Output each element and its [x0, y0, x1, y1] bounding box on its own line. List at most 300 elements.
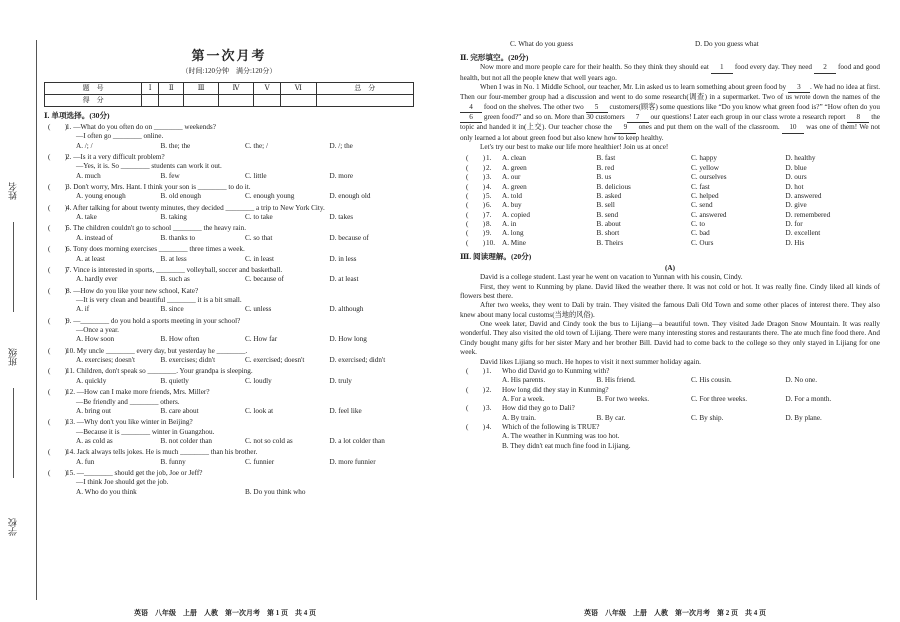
question-text: —________ do you hold a sports meeting in your school? — [71, 316, 241, 325]
question-number: 15. — [66, 469, 75, 478]
answer-paren[interactable]: ( ) — [48, 183, 68, 191]
options-row — [44, 255, 414, 264]
score-cell[interactable] — [254, 94, 281, 106]
page-1-footer: 英语 八年级 上册 人教 第一次月考 第 1 页 共 4 页 — [134, 608, 316, 617]
option: A. much — [76, 171, 101, 180]
question-number: 3. — [486, 404, 492, 413]
options-row — [44, 488, 414, 497]
question-line: —Yes, it is. So ________ students can work it out. — [76, 162, 222, 171]
exam-title: 第一次月考 — [191, 48, 267, 63]
answer-paren[interactable]: ( ) — [48, 367, 68, 376]
answer-paren[interactable]: ( ) — [466, 404, 486, 413]
answer-paren[interactable]: ( ) — [48, 469, 68, 478]
option: D. in less — [329, 254, 357, 263]
question-number: 10. — [486, 238, 495, 247]
question-item — [44, 367, 414, 386]
option: C. bad — [691, 229, 710, 238]
question-text: —________ should get the job, Joe or Jeff? — [74, 469, 203, 478]
section-3-heading: Ⅲ. 阅读理解。(20分) — [460, 252, 532, 262]
option: A. told — [502, 191, 522, 200]
option: D. a lot colder than — [329, 436, 385, 445]
answer-paren[interactable]: ( ) — [466, 219, 486, 228]
question-number: 2. — [486, 163, 492, 172]
class-blank — [13, 388, 14, 478]
option: C. the; / — [245, 141, 268, 150]
option: C. little — [245, 171, 267, 180]
binding-margin — [0, 0, 40, 622]
option: D. healthy — [785, 154, 816, 163]
question-text: How did they go to Dali? — [502, 404, 575, 413]
question-item — [44, 448, 414, 467]
option: B. us — [596, 173, 612, 182]
question-number: 9. — [486, 229, 492, 238]
option: C. helped — [691, 191, 719, 200]
option: C. so that — [245, 233, 273, 242]
options-row — [460, 395, 880, 404]
option: D. No one. — [785, 376, 818, 385]
options-row — [44, 458, 414, 467]
name-label: 姓名 — [8, 182, 18, 200]
score-label-cell: 得 分 — [45, 94, 142, 106]
score-table — [44, 82, 414, 107]
question-stem — [44, 153, 414, 162]
answer-paren[interactable]: ( ) — [48, 346, 68, 355]
option: C. Ours — [691, 238, 714, 247]
option: B. sell — [596, 201, 615, 210]
option: A. take — [76, 213, 97, 222]
option: C. yellow — [691, 163, 719, 172]
answer-paren[interactable]: ( ) — [466, 163, 486, 172]
reading-questions — [460, 367, 880, 451]
options-row — [44, 172, 414, 181]
school-label: 学校 — [8, 518, 18, 536]
question-item — [44, 287, 414, 315]
passage-label: (A) — [665, 263, 675, 272]
answer-paren[interactable]: ( ) — [466, 385, 486, 394]
question-stem — [44, 469, 414, 478]
cloze-blank: 6 — [460, 113, 482, 123]
option: C. look at — [245, 406, 274, 415]
question-text: —Is it a very difficult problem? — [71, 152, 165, 161]
option: B. not colder than — [160, 436, 212, 445]
question-item — [44, 224, 414, 243]
option: B. delicious — [596, 182, 631, 191]
option: B. fast — [596, 154, 616, 163]
reading-question — [460, 367, 880, 376]
cloze-option-row — [460, 201, 880, 210]
answer-paren[interactable]: ( ) — [48, 245, 68, 254]
option: D. His — [785, 238, 805, 247]
option: C. fast — [691, 182, 710, 191]
options-row — [44, 275, 414, 284]
passage-paragraph: After two weeks, they went to Dali by train. They visited the famous Dali Old Town and some other places of interest there. They also knew about many local customs(当地的风俗). — [460, 301, 880, 319]
reading-question — [460, 386, 880, 395]
option: A. hardly ever — [76, 275, 118, 284]
option: C. in least — [245, 254, 274, 263]
option: B. care about — [160, 406, 199, 415]
answer-paren[interactable]: ( ) — [466, 229, 486, 238]
option: B. send — [596, 210, 619, 219]
answer-paren[interactable]: ( ) — [48, 388, 68, 397]
cloze-option-row — [460, 220, 880, 229]
option: A. at least — [76, 254, 105, 263]
option: A. bring out — [76, 406, 111, 415]
option: A. as cold as — [76, 436, 113, 445]
option: D. For a month. — [785, 394, 832, 403]
option: B. red — [596, 163, 615, 172]
passage-paragraph: One week later, David and Cindy took the bus to Lijiang—a beautiful town. They visited Jade Dragon Snow Mountain. It was really wonderful. They also visited the old town of Lijiang. There were many interesting stores and restaurants there. The ate much fine food there. And Cindy bought many gifts for her sister Mary and her brother Bill. David had to come back to the college so they only stayed in Lijiang for one week. — [460, 320, 880, 357]
question-stem — [44, 448, 414, 457]
question-stem — [44, 418, 414, 427]
question-number: 10. — [66, 346, 75, 355]
reading-question — [460, 423, 880, 432]
cloze-option-row — [460, 183, 880, 192]
cloze-blank: 3 — [788, 83, 810, 93]
score-cell[interactable] — [316, 94, 413, 106]
question-item — [44, 469, 414, 497]
score-cell[interactable] — [158, 94, 184, 106]
option: C. By ship. — [691, 413, 724, 422]
cloze-options — [460, 154, 880, 248]
cloze-option-row — [460, 154, 880, 163]
question-text: After talking for about twenty minutes, they decided ________ a trip to New York City. — [71, 203, 325, 212]
option: B. thanks to — [160, 233, 196, 242]
answer-paren[interactable]: ( ) — [466, 366, 486, 375]
question-number: 4. — [486, 182, 492, 191]
option: B. For two weeks. — [596, 394, 650, 403]
option: C. What do you guess — [510, 40, 574, 48]
question-text: Tony does morning exercises ________ three times a week. — [71, 245, 245, 254]
option: B. How often — [160, 335, 200, 344]
answer-paren[interactable]: ( ) — [48, 203, 68, 212]
answer-paren[interactable]: ( ) — [466, 210, 486, 219]
q15-continued-options — [460, 40, 880, 49]
option: D. By plane. — [785, 413, 822, 422]
options-row — [44, 407, 414, 416]
question-stem — [44, 183, 414, 192]
option: C. How far — [245, 335, 278, 344]
option: D. Do you guess what — [695, 40, 759, 48]
option: D. because of — [329, 233, 369, 242]
option: C. not so cold as — [245, 436, 293, 445]
exam-subtitle: （时间:120分钟 满分:120分） — [181, 66, 277, 75]
option: B. exercises; didn't — [160, 356, 216, 365]
answer-paren[interactable]: ( ) — [466, 173, 486, 182]
cloze-option-row — [460, 192, 880, 201]
question-number: 1. — [66, 122, 72, 131]
page1-content — [44, 48, 414, 497]
question-text: —How can I make more friends, Mrs. Miller? — [74, 388, 210, 397]
option: B. Theirs — [596, 238, 624, 247]
option: B. old enough — [160, 192, 202, 201]
options-row — [44, 213, 414, 222]
option: C. because of — [245, 275, 284, 284]
question-line: —Be friendly and ________ others. — [76, 397, 180, 406]
question-number: 13. — [66, 418, 75, 427]
question-number: 6. — [66, 245, 72, 254]
cloze-paragraph: Now more and more people care for their health. So they think they should eat 1 food every day. They need 2 food and good health, but not all the people knew that well years ago. — [460, 63, 880, 82]
cloze-blank: 4 — [460, 103, 482, 113]
option: A. fun — [76, 457, 95, 466]
question-text: How long did they stay in Kunming? — [502, 385, 609, 394]
cloze-blank: 9 — [614, 123, 636, 133]
option: A. Who do you think — [76, 487, 137, 496]
question-number: 2. — [66, 152, 72, 161]
option: C. For three weeks. — [691, 394, 748, 403]
name-blank — [13, 222, 14, 312]
options-row — [44, 142, 414, 151]
option: B. Do you think who — [245, 487, 306, 496]
question-item — [44, 153, 414, 181]
question-item — [44, 347, 414, 366]
option: B. such as — [160, 275, 190, 284]
question-number: 12. — [66, 388, 75, 397]
option: C. funnier — [245, 457, 275, 466]
option: D. How long — [329, 335, 367, 344]
answer-paren[interactable]: ( ) — [466, 201, 486, 210]
option: C. send — [691, 201, 713, 210]
options-row — [460, 376, 880, 385]
question-text: The children couldn't go to school ________ the heavy rain. — [71, 224, 247, 233]
question-item — [44, 388, 414, 416]
question-text: —Why don't you like winter in Beijing? — [74, 418, 193, 427]
question-number: 1. — [486, 366, 492, 375]
option: D. for — [785, 219, 803, 228]
options-row — [44, 192, 414, 201]
option: D. /; the — [329, 141, 353, 150]
passage-paragraph: David is a college student. Last year he went on vacation to Yunnan with his cousin, Cindy. — [480, 273, 743, 282]
option: A. Mine — [502, 238, 526, 247]
question-text: Who did David go to Kunming with? — [502, 366, 610, 375]
class-label: 班级 — [8, 348, 18, 366]
score-cell[interactable] — [184, 94, 218, 106]
question-item — [44, 204, 414, 223]
answer-paren[interactable]: ( ) — [48, 122, 68, 131]
option: A. green — [502, 182, 527, 191]
options-row — [44, 437, 414, 446]
question-number: 11. — [66, 367, 75, 376]
answer-paren[interactable]: ( ) — [466, 154, 486, 163]
question-text: Children, don't speak so ________. Your grandpa is sleeping. — [74, 367, 253, 376]
answer-paren[interactable]: ( ) — [466, 423, 486, 432]
option: D. remembered — [785, 210, 831, 219]
page-2-footer: 英语 八年级 上册 人教 第一次月考 第 2 页 共 4 页 — [584, 608, 766, 617]
options-row — [44, 356, 414, 365]
question-number: 5. — [66, 224, 72, 233]
answer-paren[interactable]: ( ) — [48, 286, 68, 295]
score-header-cell: Ⅳ — [218, 82, 253, 94]
option: A. buy — [502, 201, 522, 210]
cloze-blank: 2 — [814, 63, 836, 73]
option: A. instead of — [76, 233, 113, 242]
option: A. in — [502, 219, 517, 228]
score-header-cell: Ⅲ — [184, 82, 218, 94]
answer-paren[interactable]: ( ) — [48, 418, 68, 427]
option: C. unless — [245, 305, 272, 314]
score-cell[interactable] — [218, 94, 253, 106]
score-header-cell: 题 号 — [45, 82, 142, 94]
reading-passage — [460, 273, 880, 367]
option: A. clean — [502, 154, 526, 163]
option: C. exercised; doesn't — [245, 356, 305, 365]
question-line: —Once a year. — [76, 326, 119, 335]
passage-paragraph: David likes Lijiang so much. He hopes to visit it next summer holiday again. — [480, 357, 701, 366]
score-cell[interactable] — [281, 94, 317, 106]
question-stem — [44, 347, 414, 356]
option: A. young enough — [76, 192, 126, 201]
question-number: 3. — [66, 183, 72, 191]
option: A. His parents. — [502, 376, 546, 385]
option: C. happy — [691, 154, 717, 163]
option: A. The weather in Kunming was too hot. — [502, 432, 620, 441]
question-stem — [44, 367, 414, 376]
cloze-option-row — [460, 173, 880, 182]
multiple-choice-list — [44, 123, 414, 497]
option: D. give — [785, 201, 807, 210]
question-text: Vince is interested in sports, ________ volleyball, soccer and basketball. — [71, 265, 283, 274]
question-number: 8. — [66, 286, 72, 295]
question-line: —Because it is ________ winter in Guangzhou. — [76, 427, 215, 436]
answer-paren[interactable]: ( ) — [48, 448, 68, 457]
question-item — [44, 245, 414, 264]
question-stem — [44, 266, 414, 275]
option: A. /; / — [76, 141, 93, 150]
option: C. to take — [245, 213, 273, 222]
option: D. blue — [785, 163, 807, 172]
answer-paren[interactable]: ( ) — [48, 316, 68, 325]
option: A. our — [502, 173, 521, 182]
option: D. enough old — [329, 192, 371, 201]
options-row — [44, 335, 414, 344]
score-cell[interactable] — [142, 94, 159, 106]
answer-paren[interactable]: ( ) — [466, 191, 486, 200]
option: B. about — [596, 219, 621, 228]
option: B. They didn't eat much fine food in Lijiang. — [502, 441, 631, 450]
option: C. to — [691, 219, 705, 228]
question-number: 5. — [486, 191, 492, 200]
option: A. exercises; doesn't — [76, 356, 135, 365]
option: D. ours — [785, 173, 807, 182]
cloze-blank: 5 — [586, 103, 608, 113]
question-stem — [44, 287, 414, 296]
question-stem — [44, 224, 414, 233]
question-item — [44, 183, 414, 202]
cloze-blank: 10 — [782, 123, 804, 133]
option: B. asked — [596, 191, 622, 200]
option: D. feel like — [329, 406, 362, 415]
option: A. For a week. — [502, 394, 545, 403]
option: C. enough young — [245, 192, 295, 201]
option: A. copied — [502, 210, 530, 219]
option: C. ourselves — [691, 173, 727, 182]
question-text: Don't worry, Mrs. Hant. I think your son is ________ to do it. — [71, 183, 251, 191]
question-item — [44, 123, 414, 151]
cloze-blank: 8 — [847, 113, 869, 123]
options-row — [44, 234, 414, 243]
option: B. at less — [160, 254, 187, 263]
question-text: My uncle ________ every day, but yesterday he ________. — [74, 346, 248, 355]
option: B. since — [160, 305, 184, 314]
question-number: 4. — [486, 423, 492, 432]
question-number: 7. — [66, 265, 72, 274]
exam-page-2 — [450, 0, 900, 622]
option: A. quickly — [76, 376, 107, 385]
question-number: 2. — [486, 385, 492, 394]
option: C. answered — [691, 210, 727, 219]
option: B. By car. — [596, 413, 626, 422]
question-item — [44, 317, 414, 345]
option: A. if — [76, 305, 90, 314]
option: D. more funnier — [329, 457, 376, 466]
question-text: Jack always tells jokes. He is much ________ than his brother. — [74, 448, 258, 457]
question-number: 3. — [486, 173, 492, 182]
option: D. at least — [329, 275, 359, 284]
question-number: 6. — [486, 201, 492, 210]
answer-paren[interactable]: ( ) — [48, 224, 68, 233]
option: C. loudly — [245, 376, 272, 385]
option: D. hot — [785, 182, 804, 191]
passage-paragraph: First, they went to Kunming by plane. David liked the weather there. It was not cold or hot. It was really fine. Cindy liked all kinds of flowers best there. — [460, 282, 880, 300]
answer-paren[interactable]: ( ) — [466, 238, 486, 247]
score-header-cell: Ⅵ — [281, 82, 317, 94]
question-stem — [44, 388, 414, 397]
cloze-blank: 7 — [627, 113, 649, 123]
option: A. By train. — [502, 413, 536, 422]
question-text: Which of the following is TRUE? — [502, 423, 600, 432]
option: B. quietly — [160, 376, 189, 385]
option: D. excellent — [785, 229, 821, 238]
question-stem — [44, 317, 414, 326]
section-2-heading: Ⅱ. 完形填空。(20分) — [460, 53, 529, 63]
question-stem — [44, 123, 414, 132]
question-number: 8. — [486, 219, 492, 228]
option: D. more — [329, 171, 354, 180]
options-row — [44, 305, 414, 314]
option: B. the; the — [160, 141, 191, 150]
score-header-cell: 总 分 — [316, 82, 413, 94]
option: C. His cousin. — [691, 376, 732, 385]
option: D. although — [329, 305, 364, 314]
question-number: 14. — [66, 448, 75, 457]
answer-paren[interactable]: ( ) — [48, 152, 68, 161]
option: B. few — [160, 171, 180, 180]
score-header-cell: Ⅰ — [142, 82, 159, 94]
option: A. long — [502, 229, 524, 238]
question-number: 7. — [486, 210, 492, 219]
cloze-paragraph: When I was in No. 1 Middle School, our teacher, Mr. Lin asked us to learn something about green food by 3 . We had no idea at first. Then our four-member group had a discussion and went to do some research(调查) in a supermarket. Two of us wrote down the names of the 4 food on the shelves. The other two 5 customers(顾客) some questions like “Do you know what green food is?” “How often do you 6 green food?” and so on. More than 30 customers 7 our questions! Later each group in our class wrote a research report 8 the topic and handed it in(上交). Our teacher chose the 9 ones and put them on the wall of the classroom. 10 was one of them! We not only learned a lot about green food but also knew how to keep healthy. — [460, 82, 880, 142]
options-row — [44, 377, 414, 386]
answer-paren[interactable]: ( ) — [48, 265, 68, 274]
score-header-cell: Ⅱ — [158, 82, 184, 94]
answer-paren[interactable]: ( ) — [466, 182, 486, 191]
option: D. takes — [329, 213, 354, 222]
cloze-option-row — [460, 164, 880, 173]
binding-line — [36, 40, 37, 600]
option: A. green — [502, 163, 527, 172]
question-text: —What do you often do on ________ weekends? — [71, 122, 216, 131]
cloze-option-row — [460, 229, 880, 238]
option: A. How soon — [76, 335, 115, 344]
question-text: —How do you like your new school, Kate? — [71, 286, 199, 295]
question-number: 1. — [486, 154, 492, 163]
option: D. answered — [785, 191, 822, 200]
question-line: —I think Joe should get the job. — [76, 478, 169, 487]
cloze-passage — [460, 63, 880, 152]
option: D. truly — [329, 376, 352, 385]
section-1-heading: Ⅰ. 单项选择。(30分) — [44, 110, 110, 120]
question-line: —It is very clean and beautiful ________ it is a bit small. — [76, 295, 242, 304]
options-row — [460, 414, 880, 423]
